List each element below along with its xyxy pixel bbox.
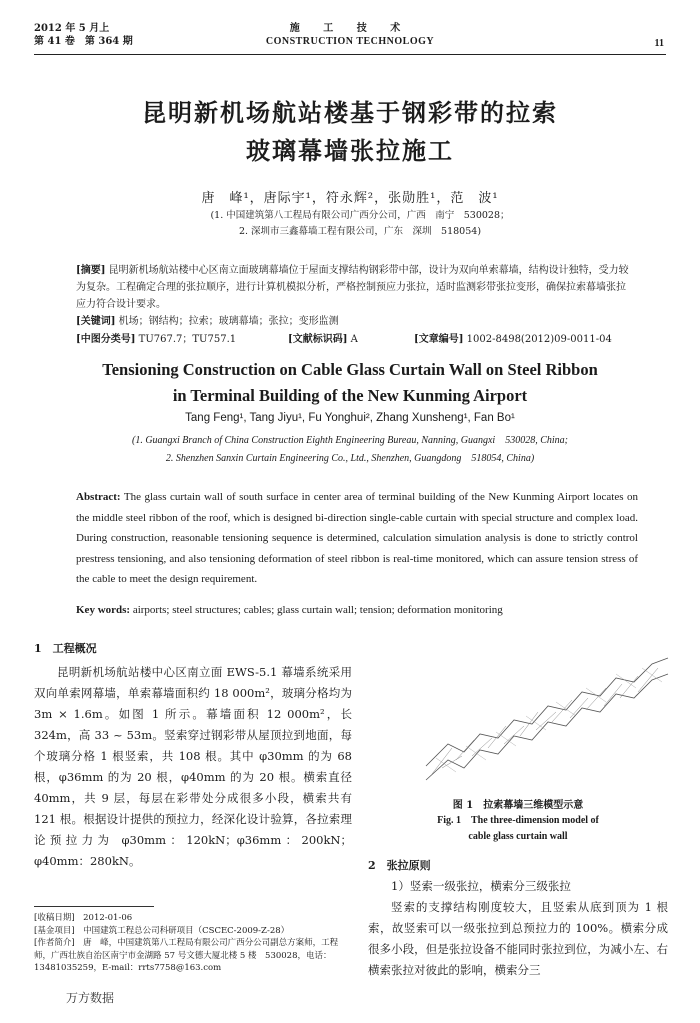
footnote-author: [作者简介] 唐 峰，中国建筑第八工程局有限公司广西分公司副总方案师，工程师，广西壮族自治区南宁市金湖路 57 号文德大厦北楼 5 楼 530028，电话：13481035259，E-mail：rrts7758@163.com bbox=[34, 938, 339, 973]
affiliation-en-2: 2. Shenzhen Sanxin Curtain Engineering Co., Ltd., Shenzhen, Guangdong 518054, China) bbox=[165, 453, 535, 464]
keywords-cn-row bbox=[76, 313, 630, 330]
authors-en: Tang Feng¹, Tang Jiyu¹, Fu Yonghui², Zhang Xunsheng¹, Fan Bo¹ bbox=[185, 412, 515, 424]
title-cn-line1: 昆明新机场航站楼基于钢彩带的拉索 bbox=[142, 98, 558, 127]
issue-date: 2012 年 5 月上 bbox=[34, 23, 110, 34]
keywords-en-label: Key words: bbox=[76, 604, 131, 616]
section2-text: 竖索的支撑结构刚度较大，且竖索从底到顶为 1 根索，故竖索可以一级张拉到总预拉力的 100%。横索分成很多小段，但是张拉设备不能同时张拉到位，为减小左、右横索张拉对彼此的影响，横索分三 bbox=[368, 900, 668, 977]
abstract-cn-text: 昆明新机场航站楼中心区南立面玻璃幕墙位于屋面支撑结构钢彩带中部，设计为双向单索幕墙，结构设计独特，受力较为复杂。工程确定合理的张拉顺序，进行计算机模拟分析，严格控制预应力张拉，适时监测彩带张拉变形，确保拉索幕墙张拉应力符合设计要求。 bbox=[76, 265, 629, 310]
title-en bbox=[40, 357, 660, 409]
section1-body: 昆明新机场航站楼中心区南立面 EWS-5.1 幕墙系统采用双向单索网幕墙，单索幕墙面积约 18 000m²，玻璃分格均为 3m × 1.6m。如图 1 所示。幕墙面积 12 000m²，长 324m，高 33 ~ 53m。竖索穿过钢彩带从屋顶拉到地面，每个玻璃分格 1 根竖索，共 108 根。其中 φ30mm 的为 68 根，φ36mm 的为 20 根，φ40mm 的为 20 根。横索直径 40mm，共 9 层，每层在彩带处分成很多小段，横索共有 121 根。根据设计提供的预拉力，经深化设计验算，各拉索理论预拉力为 φ30mm：120kN；φ36mm：200kN；φ40mm：280kN。 bbox=[34, 665, 352, 868]
doc-code-cell bbox=[288, 331, 358, 348]
doc-code-value: A bbox=[350, 334, 358, 345]
running-header-center bbox=[250, 22, 450, 48]
figure-1-caption-en-line1: Fig. 1 The three-dimension model of bbox=[437, 815, 599, 826]
keywords-cn-label: [关键词] bbox=[76, 316, 116, 327]
doc-code-label: [文献标识码] bbox=[288, 334, 348, 345]
figure-1-caption-en-line2: cable glass curtain wall bbox=[468, 831, 568, 842]
abstract-en-label: Abstract: bbox=[76, 491, 121, 503]
abstract-cn-label: [摘要] bbox=[76, 265, 106, 276]
ribbon-upper-edge bbox=[426, 658, 668, 766]
figure-1-caption-en bbox=[368, 813, 668, 845]
journal-name-en: CONSTRUCTION TECHNOLOGY bbox=[265, 36, 435, 47]
affiliation-cn-2: 2. 深圳市三鑫幕墙工程有限公司，广东 深圳 518054) bbox=[238, 226, 482, 237]
figure-1-3d-model bbox=[376, 648, 672, 798]
section2-body bbox=[368, 876, 668, 981]
title-en-line1: Tensioning Construction on Cable Glass Curtain Wall on Steel Ribbon bbox=[102, 360, 598, 379]
ribbon-lower-edge bbox=[426, 674, 668, 780]
keywords-en: airports; steel structures; cables; glass curtain wall; tension; deformation monitoring bbox=[132, 604, 503, 616]
article-no-label: [文章编号] bbox=[414, 334, 464, 345]
clc-label: [中图分类号] bbox=[76, 334, 136, 345]
affiliations-en bbox=[40, 432, 660, 468]
footnote-received: [收稿日期] 2012-01-06 bbox=[34, 913, 133, 923]
article-no-value: 1002-8498(2012)09-0011-04 bbox=[466, 334, 612, 345]
section1-heading: 1 工程概况 bbox=[34, 642, 97, 655]
title-en-line2: in Terminal Building of the New Kunming Airport bbox=[172, 386, 528, 405]
classification-row bbox=[76, 331, 630, 348]
keywords-en-row bbox=[76, 604, 660, 616]
clc-cell bbox=[76, 331, 236, 348]
cable-mesh bbox=[432, 668, 658, 774]
watermark: 万方数据 bbox=[66, 991, 115, 1005]
article-no-cell bbox=[414, 331, 612, 348]
authors-cn: 唐 峰¹，唐际宇¹，符永辉²，张勋胜¹，范 波¹ bbox=[201, 191, 499, 206]
footnotes bbox=[34, 912, 352, 975]
section2-heading: 2 张拉原则 bbox=[368, 859, 431, 872]
abstract-en bbox=[76, 487, 638, 590]
abstract-cn bbox=[76, 262, 630, 313]
figure-1-caption-cn: 图 1 拉索幕墙三维模型示意 bbox=[452, 800, 584, 811]
section2-subheading: 1）竖索一级张拉，横索分三级张拉 bbox=[391, 879, 571, 893]
abstract-en-text: The glass curtain wall of south surface in center area of terminal building of the New Kunming Airport locates on the middle steel ribbon of the roof, which is designed bi-direction single-cable curtain with special structure and complex load. During construction, reasonable tensioning sequence is determined, calculation simulation analysis is done to strictly control prestress tensioning, and also tensioning deformation of steel ribbon is real-time monitored, which can assure tension stress of the cable to meet the design requirement. bbox=[76, 491, 638, 585]
title-cn-line2: 玻璃幕墙张拉施工 bbox=[246, 136, 454, 165]
journal-name-cn: 施 工 技 术 bbox=[289, 23, 411, 34]
footnote-rule bbox=[34, 906, 154, 907]
clc-value: TU767.7；TU757.1 bbox=[138, 334, 237, 345]
issue-volume: 第 41 卷 第 364 期 bbox=[34, 36, 133, 47]
footnote-fund: [基金项目] 中国建筑工程总公司科研项目（CSCEC-2009-Z-28） bbox=[34, 925, 290, 936]
header-rule bbox=[34, 54, 666, 55]
page-number: 11 bbox=[654, 38, 664, 49]
keywords-cn: 机场；钢结构；拉索；玻璃幕墙；张拉；变形监测 bbox=[118, 316, 339, 327]
affiliation-cn-1: (1. 中国建筑第八工程局有限公司广西分公司，广西 南宁 530028； bbox=[210, 210, 510, 221]
affiliations-cn bbox=[100, 208, 620, 240]
title-cn bbox=[60, 94, 640, 170]
running-header-left bbox=[34, 22, 133, 48]
cable-mesh-diagonals bbox=[436, 668, 662, 772]
affiliation-en-1: (1. Guangxi Branch of China Construction Eighth Engineering Bureau, Nanning, Guangxi 530028, China; bbox=[132, 435, 568, 446]
